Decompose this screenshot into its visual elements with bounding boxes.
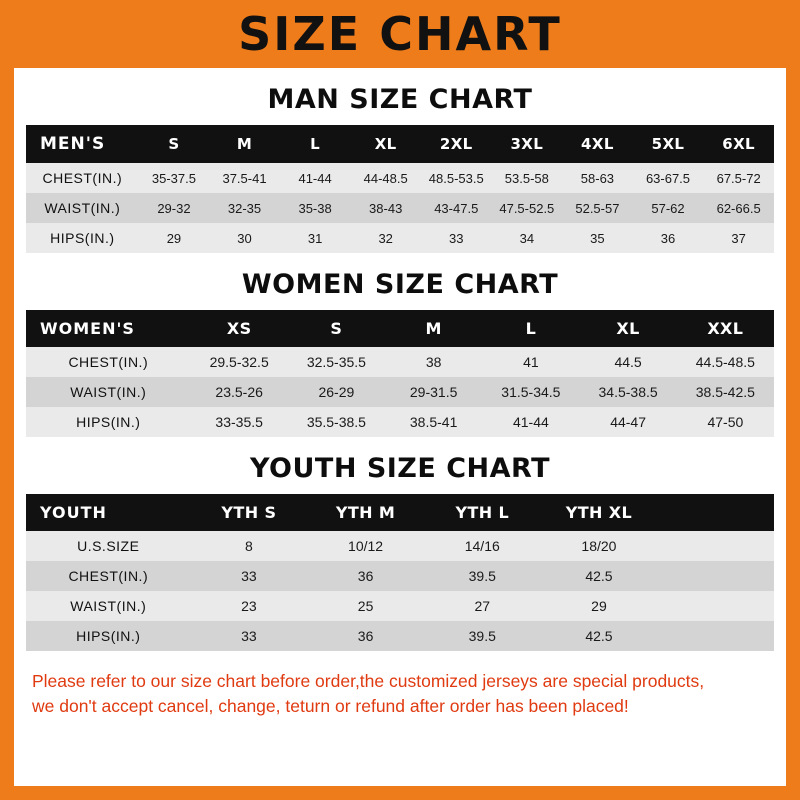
section-man xyxy=(26,84,774,253)
section-youth xyxy=(26,453,774,651)
col-header-yth-xl: YTH XL xyxy=(565,503,633,522)
cell: 58-63 xyxy=(580,170,615,186)
cell: 30 xyxy=(237,230,252,246)
footer-note-line1: Please refer to our size chart before order,the customized jerseys are special products, xyxy=(32,671,705,691)
cell: 42.5 xyxy=(585,628,613,644)
cell: 36 xyxy=(660,230,676,246)
cell: 14/16 xyxy=(464,538,500,554)
col-header-s: S xyxy=(330,319,343,338)
col-header-5xl: 5XL xyxy=(651,135,685,153)
cell: 44-47 xyxy=(610,414,646,430)
table-row xyxy=(26,193,774,223)
cell: 63-67.5 xyxy=(645,170,691,186)
cell: 34 xyxy=(519,230,535,246)
col-header-mens: MEN'S xyxy=(40,134,106,154)
row-label-chest: CHEST(IN.) xyxy=(42,170,123,186)
col-header-womens: WOMEN'S xyxy=(40,319,135,338)
cell: 10/12 xyxy=(348,538,384,554)
col-header-blank xyxy=(657,494,774,531)
table-row xyxy=(26,163,774,193)
section-women xyxy=(26,269,774,437)
col-header-youth: YOUTH xyxy=(40,503,107,522)
col-header-l: L xyxy=(310,135,321,153)
col-header-2xl: 2XL xyxy=(439,135,473,153)
table-row xyxy=(26,561,774,591)
content-area xyxy=(14,84,786,720)
footer-note xyxy=(26,669,774,720)
row-label-hips: HIPS(IN.) xyxy=(50,230,115,246)
cell: 33 xyxy=(449,230,464,246)
col-header-m: M xyxy=(425,319,442,338)
row-label-waist: WAIST(IN.) xyxy=(70,384,147,400)
cell: 36 xyxy=(357,628,374,644)
footer-accent-bar xyxy=(0,786,800,800)
cell: 44.5-48.5 xyxy=(695,354,755,370)
youth-size-table xyxy=(26,494,774,651)
cell xyxy=(657,591,774,621)
row-label-hips: HIPS(IN.) xyxy=(76,414,141,430)
cell: 35 xyxy=(590,230,605,246)
cell: 67.5-72 xyxy=(716,170,761,186)
cell: 18/20 xyxy=(581,538,617,554)
cell: 41 xyxy=(523,354,539,370)
cell: 37 xyxy=(731,230,746,246)
table-row xyxy=(26,347,774,377)
header-banner xyxy=(0,0,800,68)
table-header-row xyxy=(26,125,774,163)
cell: 29 xyxy=(591,598,607,614)
row-label-chest: CHEST(IN.) xyxy=(68,568,149,584)
section-title-man: MAN SIZE CHART xyxy=(267,84,533,115)
cell: 33-35.5 xyxy=(215,414,263,430)
row-label-waist: WAIST(IN.) xyxy=(44,200,121,216)
cell: 31 xyxy=(307,230,323,246)
cell: 32-35 xyxy=(227,200,262,216)
cell: 35.5-38.5 xyxy=(306,414,366,430)
cell: 48.5-53.5 xyxy=(428,170,484,186)
cell: 29-32 xyxy=(157,200,191,216)
table-header-row xyxy=(26,310,774,347)
col-header-6xl: 6XL xyxy=(722,135,756,153)
cell: 37.5-41 xyxy=(222,170,267,186)
cell: 33 xyxy=(241,628,257,644)
cell xyxy=(657,621,774,651)
cell: 38-43 xyxy=(369,200,403,216)
cell xyxy=(657,561,774,591)
footer-note-line2: we don't accept cancel, change, teturn or refund after order has been placed! xyxy=(32,696,629,717)
cell: 47.5-52.5 xyxy=(499,200,555,216)
col-header-s: S xyxy=(168,135,180,153)
cell: 31.5-34.5 xyxy=(501,384,561,400)
table-row xyxy=(26,407,774,437)
row-label-us-size: U.S.SIZE xyxy=(77,538,140,554)
row-label-hips: HIPS(IN.) xyxy=(76,628,141,644)
cell: 38.5-42.5 xyxy=(695,384,755,400)
cell: 52.5-57 xyxy=(575,200,620,216)
page-title: SIZE CHART xyxy=(238,7,562,61)
cell: 26-29 xyxy=(318,384,355,400)
col-header-xxl: XXL xyxy=(707,319,744,338)
cell: 29-31.5 xyxy=(409,384,458,400)
cell: 33 xyxy=(241,568,257,584)
man-size-table xyxy=(26,125,774,253)
table-row xyxy=(26,591,774,621)
table-row xyxy=(26,223,774,253)
cell: 29.5-32.5 xyxy=(209,354,269,370)
cell: 39.5 xyxy=(468,568,496,584)
cell: 35-37.5 xyxy=(151,170,196,186)
cell: 57-62 xyxy=(651,200,685,216)
cell: 38.5-41 xyxy=(409,414,458,430)
cell: 25 xyxy=(357,598,374,614)
section-title-women: WOMEN SIZE CHART xyxy=(241,269,559,300)
cell: 34.5-38.5 xyxy=(598,384,658,400)
col-header-yth-s: YTH S xyxy=(221,503,277,522)
table-row xyxy=(26,377,774,407)
col-header-m: M xyxy=(236,135,253,153)
col-header-4xl: 4XL xyxy=(581,135,614,153)
cell: 43-47.5 xyxy=(434,200,479,216)
women-size-table xyxy=(26,310,774,437)
col-header-yth-l: YTH L xyxy=(455,503,510,522)
cell: 32 xyxy=(378,230,393,246)
cell: 32.5-35.5 xyxy=(306,354,366,370)
cell: 41-44 xyxy=(512,414,549,430)
cell: 23.5-26 xyxy=(215,384,263,400)
col-header-l: L xyxy=(525,319,537,338)
table-row xyxy=(26,531,774,561)
cell: 23 xyxy=(241,598,257,614)
col-header-xl: XL xyxy=(374,135,397,153)
cell: 44-48.5 xyxy=(363,170,408,186)
cell: 39.5 xyxy=(468,628,496,644)
row-label-waist: WAIST(IN.) xyxy=(70,598,147,614)
table-header-row xyxy=(26,494,774,531)
cell: 53.5-58 xyxy=(504,170,549,186)
col-header-xl: XL xyxy=(616,319,640,338)
cell: 41-44 xyxy=(298,170,332,186)
cell: 38 xyxy=(425,354,442,370)
cell: 36 xyxy=(357,568,374,584)
table-row xyxy=(26,621,774,651)
col-header-3xl: 3XL xyxy=(510,135,544,153)
cell xyxy=(657,531,774,561)
cell: 44.5 xyxy=(614,354,642,370)
cell: 62-66.5 xyxy=(716,200,761,216)
col-header-xs: XS xyxy=(226,319,252,338)
cell: 27 xyxy=(474,598,491,614)
cell: 42.5 xyxy=(585,568,613,584)
cell: 8 xyxy=(244,538,253,554)
cell: 35-38 xyxy=(298,200,332,216)
section-title-youth: YOUTH SIZE CHART xyxy=(249,453,551,484)
row-label-chest: CHEST(IN.) xyxy=(68,354,149,370)
cell: 29 xyxy=(166,230,182,246)
cell: 47-50 xyxy=(707,414,744,430)
col-header-yth-m: YTH M xyxy=(335,503,396,522)
